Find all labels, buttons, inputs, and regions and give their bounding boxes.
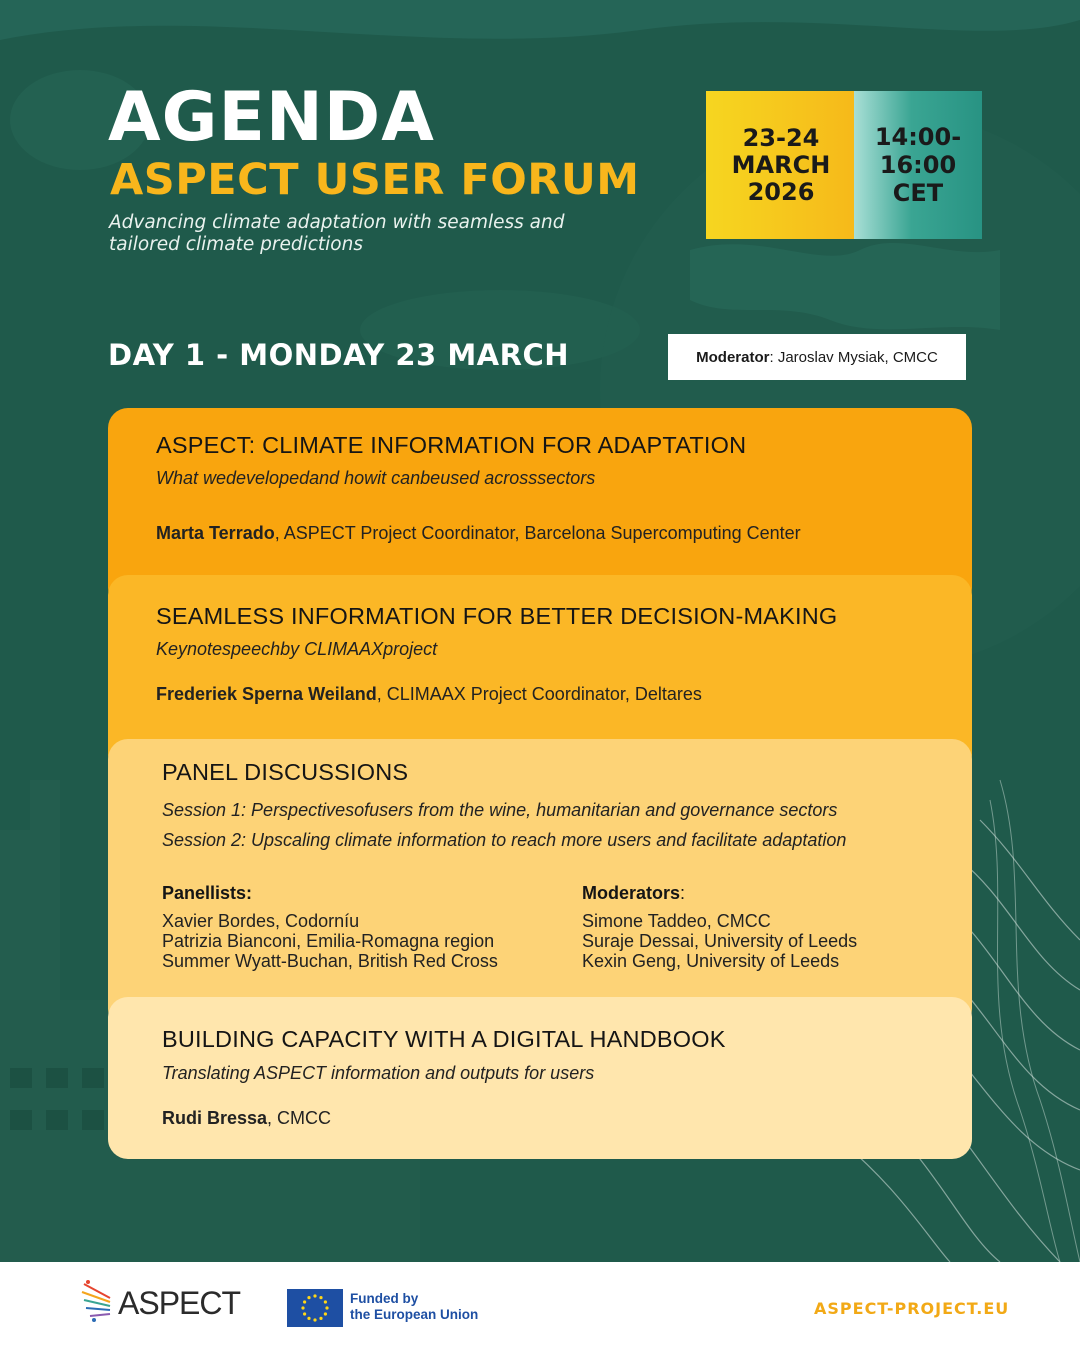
moderator-1: Simone Taddeo, CMCC xyxy=(582,911,771,931)
moderator-box xyxy=(668,334,966,380)
session-subtitle: What wedevelopedand howit canbeused acrosssectors xyxy=(156,468,596,488)
time-badge xyxy=(854,91,982,239)
speaker-role: , ASPECT Project Coordinator, Barcelona Supercomputing Center xyxy=(274,523,801,543)
aspect-logo: ASPECT xyxy=(118,1285,241,1321)
session-speaker xyxy=(162,1108,331,1129)
speaker-role: , CLIMAAX Project Coordinator, Deltares xyxy=(376,684,702,704)
moderators-label: Moderators xyxy=(582,883,681,903)
moderator-value: : Jaroslav Mysiak, CMCC xyxy=(769,348,938,366)
moderators-heading xyxy=(582,883,685,904)
session-title: PANEL DISCUSSIONS xyxy=(162,759,409,785)
session-title: ASPECT: CLIMATE INFORMATION FOR ADAPTATION xyxy=(156,432,747,458)
time-end: 16:00 xyxy=(879,151,957,179)
speaker-name: Frederiek Sperna Weiland xyxy=(156,684,377,704)
panellist-3: Summer Wyatt-Buchan, British Red Cross xyxy=(162,951,498,971)
date-year: 2026 xyxy=(747,177,815,206)
page-title: AGENDA xyxy=(108,78,435,157)
speaker-role: , CMCC xyxy=(267,1108,332,1128)
date-days: 23-24 xyxy=(742,123,820,152)
session-card-4 xyxy=(108,997,972,1159)
date-badge xyxy=(706,91,856,239)
tagline-line-1: Advancing climate adaptation with seamless and xyxy=(109,212,565,233)
session-subtitle: Keynotespeechby CLIMAAXproject xyxy=(156,639,438,659)
panel-session-1: Session 1: Perspectivesofusers from the wine, humanitarian and governance sectors xyxy=(162,800,838,820)
session-card-3 xyxy=(108,739,972,1029)
day-heading: DAY 1 - MONDAY 23 MARCH xyxy=(108,338,569,372)
speaker-name: Marta Terrado xyxy=(156,523,275,543)
eu-funding-label xyxy=(350,1291,478,1323)
session-subtitle: Translating ASPECT information and outputs for users xyxy=(162,1063,595,1083)
time-zone: CET xyxy=(892,179,944,207)
moderator-2: Suraje Dessai, University of Leeds xyxy=(582,931,858,951)
session-title: SEAMLESS INFORMATION FOR BETTER DECISION-MAKING xyxy=(156,603,838,629)
session-speaker xyxy=(156,523,801,544)
moderator-label: Moderator xyxy=(696,348,770,366)
time-start: 14:00- xyxy=(874,123,962,151)
panellist-2: Patrizia Bianconi, Emilia-Romagna region xyxy=(162,931,495,951)
date-month: MARCH xyxy=(731,150,831,179)
website-link[interactable]: ASPECT-PROJECT.EU xyxy=(814,1299,1010,1318)
moderator-3: Kexin Geng, University of Leeds xyxy=(582,951,840,971)
speaker-name: Rudi Bressa xyxy=(162,1108,268,1128)
eu-line-1: Funded by xyxy=(350,1291,419,1306)
tagline-line-2: tailored climate predictions xyxy=(109,234,363,255)
moderators-colon: : xyxy=(680,883,686,903)
session-title: BUILDING CAPACITY WITH A DIGITAL HANDBOOK xyxy=(162,1026,726,1052)
panel-session-2: Session 2: Upscaling climate information to reach more users and facilitate adaptation xyxy=(162,830,847,850)
panellists-label: Panellists: xyxy=(162,883,253,903)
session-speaker xyxy=(156,684,702,705)
event-tagline xyxy=(109,212,629,256)
event-name: ASPECT USER FORUM xyxy=(110,155,640,205)
eu-line-2: the European Union xyxy=(350,1307,479,1322)
panellist-1: Xavier Bordes, Codorníu xyxy=(162,911,360,931)
eu-flag-icon xyxy=(287,1289,343,1327)
